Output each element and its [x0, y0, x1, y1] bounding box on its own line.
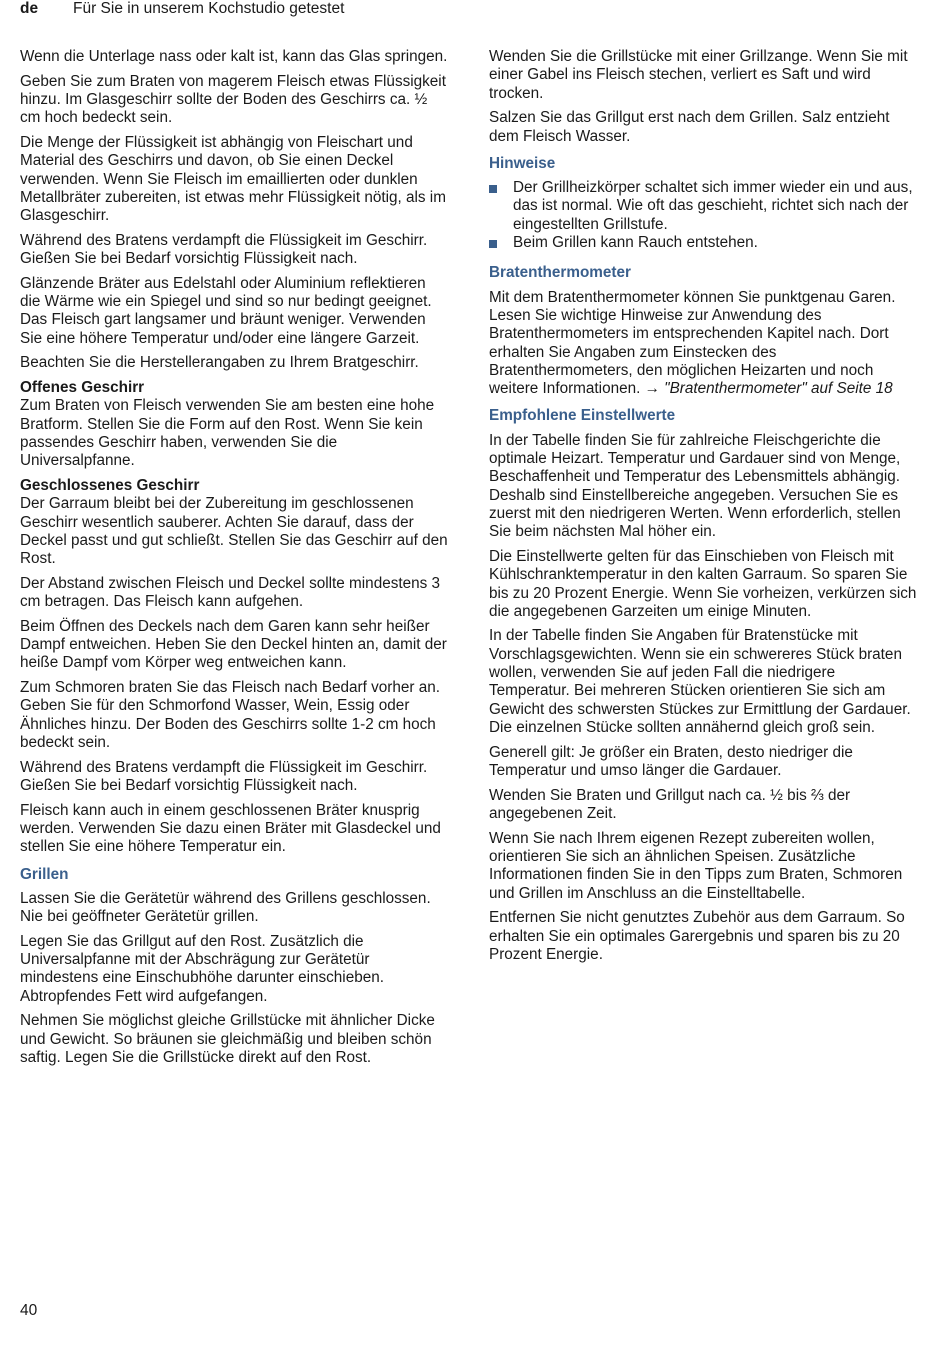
- list-item-text: Der Grillheizkörper schaltet sich immer wieder ein und aus, das ist normal. Wie oft das geschieht, richtet sich nach der eingestellten Grillstufe.: [513, 179, 913, 233]
- language-code: de: [20, 0, 39, 17]
- paragraph: Legen Sie das Grillgut auf den Rost. Zusätzlich die Universalpfanne mit der Abschrägung zur Gerätetür mindestens eine Einschubhöhe darunter einschieben. Abtropfendes Fett wird aufgefangen.: [20, 932, 384, 1005]
- paragraph: [489, 289, 919, 399]
- cross-reference-link[interactable]: "Bratenthermometer" auf Seite 18: [664, 380, 893, 398]
- paragraph: Wenn Sie nach Ihrem eigenen Rezept zubereiten wollen, orientieren Sie sich an ähnlichen Speisen. Zusätzliche Informationen finden Sie in den Tipps zum Braten, Schmoren und Grillen im Anschluss an die Einstelltabelle.: [489, 829, 903, 902]
- paragraph: Wenn die Unterlage nass oder kalt ist, kann das Glas springen.: [20, 48, 448, 65]
- list-item-text: Beim Grillen kann Rauch entstehen.: [513, 234, 758, 252]
- paragraph: Salzen Sie das Grillgut erst nach dem Grillen. Salz entzieht dem Fleisch Wasser.: [489, 109, 890, 145]
- paragraph: Entfernen Sie nicht genutztes Zubehör aus dem Garraum. So erhalten Sie ein optimales Garergebnis und sparen bis zu 20 Prozent Energie.: [489, 909, 905, 963]
- list-item: [489, 179, 919, 234]
- chapter-title: Für Sie in unserem Kochstudio getestet: [73, 0, 345, 17]
- notes-list: [489, 179, 919, 252]
- paragraph: Beim Öffnen des Deckels nach dem Garen kann sehr heißer Dampf entweichen. Heben Sie den Deckel hinten an, damit der heiße Dampf vom Körper weg entweichen kann.: [20, 617, 447, 672]
- paragraph: Wenden Sie die Grillstücke mit einer Grillzange. Wenn Sie mit einer Gabel ins Fleisch stechen, verliert es Saft und wird trocken.: [489, 48, 908, 102]
- paragraph: Wenden Sie Braten und Grillgut nach ca. ½ bis ⅔ der angegebenen Zeit.: [489, 786, 851, 822]
- section-heading-hinweise: Hinweise: [489, 154, 556, 172]
- paragraph: Die Einstellwerte gelten für das Einschieben von Fleisch mit Kühlschranktemperatur in den kalten Garraum. So sparen Sie bis zu 20 Prozent Energie. Wenn Sie vorheizen, verkürzen sich die angegebenen Garzeiten um einige Minuten.: [489, 547, 917, 620]
- paragraph: Geben Sie zum Braten von magerem Fleisch etwas Flüssigkeit hinzu. Im Glasgeschirr sollte der Boden des Geschirrs ca. ½ cm hoch bedeckt sein.: [20, 72, 446, 127]
- paragraph: Beachten Sie die Herstellerangaben zu Ihrem Bratgeschirr.: [20, 354, 419, 372]
- paragraph: Generell gilt: Je größer ein Braten, desto niedriger die Temperatur und umso länger die Gardauer.: [489, 743, 853, 779]
- paragraph: Nehmen Sie möglichst gleiche Grillstücke mit ähnlicher Dicke und Gewicht. So bräunen sie gleichmäßig und bleiben schön saftig. Legen Sie die Grillstücke direkt auf den Rost.: [20, 1012, 435, 1067]
- bullet-square-icon: [489, 185, 497, 193]
- paragraph: In der Tabelle finden Sie für zahlreiche Fleischgerichte die optimale Heizart. Temperatur und Gardauer sind von Menge, Beschaffenheit und Temperatur des Lebensmittels abhängig. Deshalb sind Einstellbereiche angegeben. Versuchen Sie es zuerst mit den niedrigeren Werten. Wenn erforderlich, stellen Sie beim nächsten Mal höher ein.: [489, 431, 901, 541]
- paragraph: Glänzende Bräter aus Edelstahl oder Aluminium reflektieren die Wärme wie ein Spiegel und sind so nur bedingt geeignet. Das Fleisch gart langsamer und bräunt weniger. Verwenden Sie eine höhere Temperatur und/oder eine längere Garzeit.: [20, 274, 432, 347]
- paragraph: Lassen Sie die Gerätetür während des Grillens geschlossen. Nie bei geöffneter Gerätetür grillen.: [20, 889, 431, 926]
- arrow-right-icon: →: [644, 380, 660, 398]
- paragraph: Fleisch kann auch in einem geschlossenen Bräter knusprig werden. Verwenden Sie dazu einen Bräter mit Glasdeckel und stellen Sie eine höhere Temperatur ein.: [20, 801, 441, 856]
- right-column: [489, 48, 919, 970]
- paragraph: Der Garraum bleibt bei der Zubereitung im geschlossenen Geschirr wesentlich sauberer. Achten Sie darauf, dass der Deckel passt und gut schließt. Stellen Sie das Geschirr auf den Rost.: [20, 495, 448, 568]
- bullet-square-icon: [489, 240, 497, 248]
- paragraph: Während des Bratens verdampft die Flüssigkeit im Geschirr. Gießen Sie bei Bedarf vorsichtig Flüssigkeit nach.: [20, 758, 428, 794]
- paragraph: Während des Bratens verdampft die Flüssigkeit im Geschirr. Gießen Sie bei Bedarf vorsichtig Flüssigkeit nach.: [20, 231, 428, 268]
- section-heading-bratenthermometer: Bratenthermometer: [489, 264, 631, 282]
- subheading-geschlossenes-geschirr: Geschlossenes Geschirr: [20, 476, 200, 494]
- page-number: 40: [20, 1302, 38, 1319]
- paragraph: Der Abstand zwischen Fleisch und Deckel sollte mindestens 3 cm betragen. Das Fleisch kann aufgehen.: [20, 574, 441, 611]
- list-item: [489, 234, 919, 252]
- paragraph: Zum Schmoren braten Sie das Fleisch nach Bedarf vorher an. Geben Sie für den Schmorfond Wasser, Wein, Essig oder Ähnliches hinzu. Der Boden des Geschirrs sollte 1-2 cm hoch bedeckt sein.: [20, 679, 441, 751]
- paragraph-text: Mit dem Bratenthermometer können Sie punktgenau Garen. Lesen Sie wichtige Hinweise zur Anwendung des Bratenthermometers im entsprechenden Kapitel nach. Dort erhalten Sie Angaben zum Einstecken des Bratenthermometers, den möglichen Heizarten und noch weitere Informationen.: [489, 288, 896, 398]
- paragraph: Die Menge der Flüssigkeit ist abhängig von Fleischart und Material des Geschirrs und davon, ob Sie einen Deckel verwenden. Wenn Sie Fleisch im emaillierten oder dunklen Metallbräter zubereiten, ist etwas mehr Flüssigkeit nötig, als im Glasgeschirr.: [20, 133, 446, 225]
- section-heading-empfohlene-einstellwerte: Empfohlene Einstellwerte: [489, 407, 676, 425]
- paragraph: In der Tabelle finden Sie Angaben für Bratenstücke mit Vorschlagsgewichten. Wenn sie ein schwereres Stück braten wollen, verwenden Sie auf jeden Fall die niedrigere Temperatur. Bei mehreren Stücken orientieren Sie sich am Gewicht des schwersten Stückes zur Ermittlung der Gardauer. Die einzelnen Stücke sollten annähernd gleich groß sein.: [489, 627, 911, 736]
- left-column: [20, 48, 450, 1074]
- section-heading-grillen: Grillen: [20, 865, 69, 883]
- subheading-offenes-geschirr: Offenes Geschirr: [20, 379, 145, 397]
- paragraph: Zum Braten von Fleisch verwenden Sie am besten eine hohe Bratform. Stellen Sie die Form auf den Rost. Wenn Sie kein passendes Geschirr haben, verwenden Sie die Universalpfanne.: [20, 397, 435, 470]
